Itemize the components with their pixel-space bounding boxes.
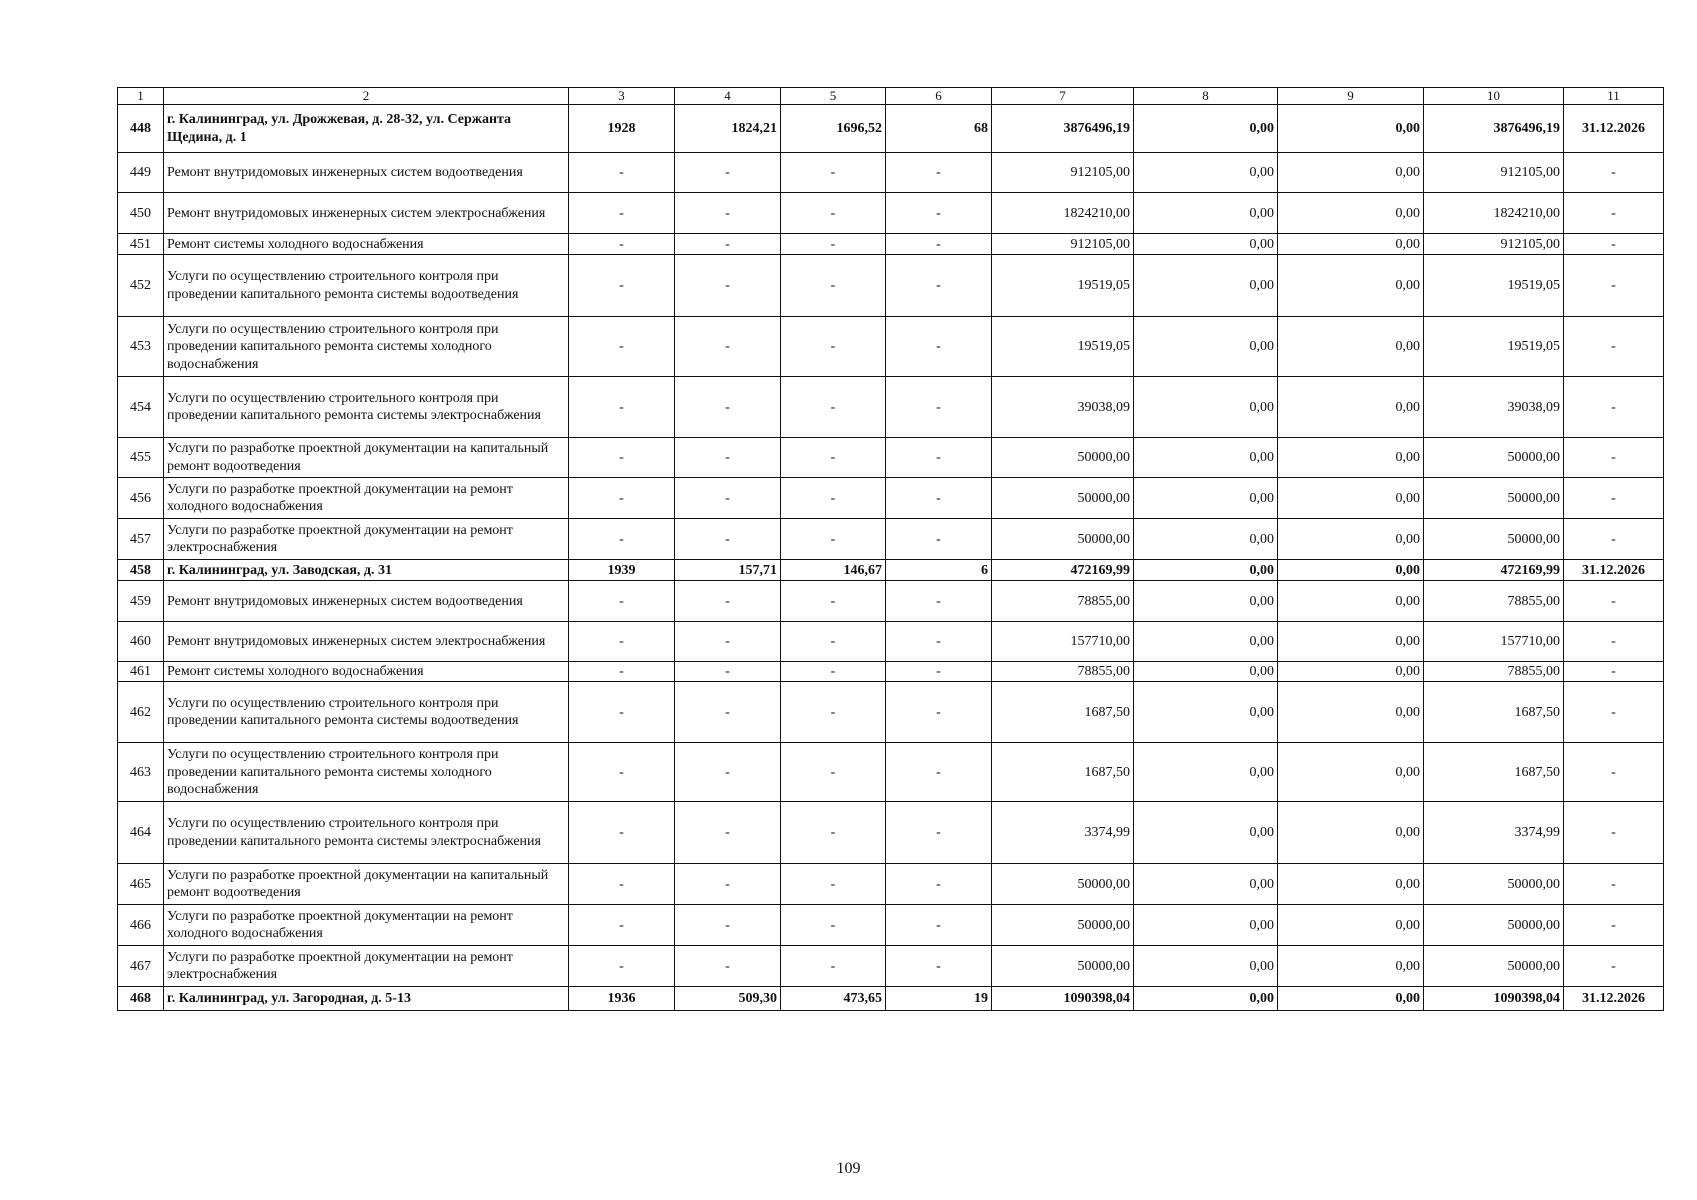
amount-cell-c7: 912105,00 (992, 153, 1134, 193)
work-row (118, 622, 1664, 662)
parameter-cell-c4: - (675, 478, 781, 519)
amount-cell-c8: 0,00 (1134, 864, 1278, 905)
parameter-cell-c3: - (569, 802, 675, 864)
amount-cell-c9: 0,00 (1278, 946, 1424, 987)
parameter-cell-c5: - (781, 234, 886, 255)
parameter-cell-c3: - (569, 743, 675, 802)
parameter-cell-c5: - (781, 438, 886, 478)
parameter-cell-c4: - (675, 255, 781, 317)
amount-cell-c8: 0,00 (1134, 234, 1278, 255)
amount-cell-c8: 0,00 (1134, 622, 1278, 662)
parameter-cell-c4: - (675, 519, 781, 560)
row-number-cell: 456 (118, 478, 164, 519)
work-name-cell: Услуги по осуществлению строительного контроля при проведении капитального ремонта системы холодного водоснабжения (164, 743, 569, 802)
amount-cell-c7: 912105,00 (992, 234, 1134, 255)
parameter-cell-c6: - (886, 581, 992, 622)
parameter-cell-c5: - (781, 377, 886, 438)
parameter-cell-c5: 473,65 (781, 987, 886, 1011)
parameter-cell-c6: - (886, 193, 992, 234)
row-number-cell: 457 (118, 519, 164, 560)
amount-cell-c9: 0,00 (1278, 255, 1424, 317)
parameter-cell-c6: - (886, 234, 992, 255)
parameter-cell-c4: - (675, 317, 781, 377)
completion-date-cell: - (1564, 478, 1664, 519)
amount-cell-c10: 39038,09 (1424, 377, 1564, 438)
amount-cell-c9: 0,00 (1278, 438, 1424, 478)
amount-cell-c10: 19519,05 (1424, 317, 1564, 377)
work-name-cell: Услуги по осуществлению строительного контроля при проведении капитального ремонта системы электроснабжения (164, 377, 569, 438)
amount-cell-c9: 0,00 (1278, 193, 1424, 234)
parameter-cell-c4: - (675, 662, 781, 682)
amount-cell-c10: 912105,00 (1424, 234, 1564, 255)
amount-cell-c10: 1687,50 (1424, 682, 1564, 743)
parameter-cell-c6: - (886, 905, 992, 946)
row-number-cell: 452 (118, 255, 164, 317)
work-name-cell: Услуги по разработке проектной документации на ремонт холодного водоснабжения (164, 905, 569, 946)
row-number-cell: 459 (118, 581, 164, 622)
column-number-cell: 3 (569, 88, 675, 105)
parameter-cell-c5: - (781, 193, 886, 234)
parameter-cell-c5: - (781, 317, 886, 377)
amount-cell-c9: 0,00 (1278, 682, 1424, 743)
row-number-cell: 451 (118, 234, 164, 255)
amount-cell-c8: 0,00 (1134, 662, 1278, 682)
parameter-cell-c3: 1939 (569, 560, 675, 581)
amount-cell-c10: 50000,00 (1424, 946, 1564, 987)
parameter-cell-c4: - (675, 193, 781, 234)
completion-date-cell: - (1564, 153, 1664, 193)
amount-cell-c8: 0,00 (1134, 255, 1278, 317)
completion-date-cell: - (1564, 234, 1664, 255)
work-name-cell: Ремонт внутридомовых инженерных систем водоотведения (164, 581, 569, 622)
parameter-cell-c5: - (781, 905, 886, 946)
amount-cell-c9: 0,00 (1278, 905, 1424, 946)
amount-cell-c9: 0,00 (1278, 153, 1424, 193)
parameter-cell-c3: - (569, 864, 675, 905)
parameter-cell-c5: - (781, 581, 886, 622)
amount-cell-c7: 50000,00 (992, 864, 1134, 905)
parameter-cell-c3: - (569, 193, 675, 234)
parameter-cell-c5: - (781, 864, 886, 905)
address-cell: г. Калининград, ул. Загородная, д. 5-13 (164, 987, 569, 1011)
work-row (118, 153, 1664, 193)
amount-cell-c7: 1687,50 (992, 682, 1134, 743)
amount-cell-c10: 1090398,04 (1424, 987, 1564, 1011)
parameter-cell-c5: - (781, 255, 886, 317)
parameter-cell-c6: 6 (886, 560, 992, 581)
work-row (118, 255, 1664, 317)
work-name-cell: Ремонт внутридомовых инженерных систем электроснабжения (164, 193, 569, 234)
work-row (118, 662, 1664, 682)
amount-cell-c10: 157710,00 (1424, 622, 1564, 662)
amount-cell-c9: 0,00 (1278, 317, 1424, 377)
parameter-cell-c6: - (886, 662, 992, 682)
amount-cell-c8: 0,00 (1134, 581, 1278, 622)
parameter-cell-c3: 1928 (569, 105, 675, 153)
amount-cell-c9: 0,00 (1278, 802, 1424, 864)
parameter-cell-c6: 19 (886, 987, 992, 1011)
amount-cell-c8: 0,00 (1134, 153, 1278, 193)
amount-cell-c7: 1687,50 (992, 743, 1134, 802)
amount-cell-c8: 0,00 (1134, 377, 1278, 438)
work-name-cell: Ремонт внутридомовых инженерных систем электроснабжения (164, 622, 569, 662)
column-number-cell: 4 (675, 88, 781, 105)
completion-date-cell: - (1564, 743, 1664, 802)
work-row (118, 519, 1664, 560)
amount-cell-c7: 78855,00 (992, 662, 1134, 682)
parameter-cell-c5: - (781, 946, 886, 987)
completion-date-cell: - (1564, 438, 1664, 478)
work-name-cell: Услуги по осуществлению строительного контроля при проведении капитального ремонта системы водоотведения (164, 255, 569, 317)
amount-cell-c8: 0,00 (1134, 438, 1278, 478)
work-name-cell: Услуги по разработке проектной документации на капитальный ремонт водоотведения (164, 864, 569, 905)
parameter-cell-c3: - (569, 153, 675, 193)
address-cell: г. Калининград, ул. Дрожжевая, д. 28-32, ул. Сержанта Щедина, д. 1 (164, 105, 569, 153)
parameter-cell-c3: - (569, 519, 675, 560)
row-number-cell: 455 (118, 438, 164, 478)
amount-cell-c8: 0,00 (1134, 905, 1278, 946)
row-number-cell: 464 (118, 802, 164, 864)
amount-cell-c10: 50000,00 (1424, 864, 1564, 905)
row-number-cell: 465 (118, 864, 164, 905)
work-name-cell: Услуги по осуществлению строительного контроля при проведении капитального ремонта системы холодного водоснабжения (164, 317, 569, 377)
row-number-cell: 462 (118, 682, 164, 743)
completion-date-cell: - (1564, 864, 1664, 905)
amount-cell-c7: 50000,00 (992, 438, 1134, 478)
page-number: 109 (836, 1160, 861, 1177)
amount-cell-c7: 1824210,00 (992, 193, 1134, 234)
amount-cell-c10: 472169,99 (1424, 560, 1564, 581)
amount-cell-c10: 1687,50 (1424, 743, 1564, 802)
amount-cell-c9: 0,00 (1278, 743, 1424, 802)
completion-date-cell: - (1564, 193, 1664, 234)
row-number-cell: 466 (118, 905, 164, 946)
amount-cell-c10: 78855,00 (1424, 662, 1564, 682)
work-name-cell: Услуги по разработке проектной документации на ремонт холодного водоснабжения (164, 478, 569, 519)
column-number-cell: 9 (1278, 88, 1424, 105)
amount-cell-c7: 472169,99 (992, 560, 1134, 581)
completion-date-cell: - (1564, 519, 1664, 560)
work-row (118, 377, 1664, 438)
work-row (118, 905, 1664, 946)
work-name-cell: Услуги по разработке проектной документации на ремонт электроснабжения (164, 519, 569, 560)
amount-cell-c7: 50000,00 (992, 905, 1134, 946)
parameter-cell-c5: - (781, 743, 886, 802)
work-row (118, 864, 1664, 905)
parameter-cell-c3: - (569, 581, 675, 622)
amount-cell-c10: 50000,00 (1424, 478, 1564, 519)
work-name-cell: Услуги по разработке проектной документации на ремонт электроснабжения (164, 946, 569, 987)
amount-cell-c9: 0,00 (1278, 560, 1424, 581)
amount-cell-c7: 78855,00 (992, 581, 1134, 622)
parameter-cell-c3: - (569, 905, 675, 946)
row-number-cell: 458 (118, 560, 164, 581)
parameter-cell-c4: - (675, 234, 781, 255)
amount-cell-c10: 19519,05 (1424, 255, 1564, 317)
completion-date-cell: 31.12.2026 (1564, 105, 1664, 153)
amount-cell-c8: 0,00 (1134, 802, 1278, 864)
amount-cell-c7: 3876496,19 (992, 105, 1134, 153)
parameter-cell-c6: - (886, 153, 992, 193)
completion-date-cell: - (1564, 317, 1664, 377)
address-row (118, 560, 1664, 581)
parameter-cell-c6: - (886, 946, 992, 987)
parameter-cell-c3: - (569, 662, 675, 682)
parameter-cell-c6: - (886, 255, 992, 317)
parameter-cell-c3: - (569, 255, 675, 317)
amount-cell-c7: 50000,00 (992, 519, 1134, 560)
amount-cell-c9: 0,00 (1278, 622, 1424, 662)
amount-cell-c9: 0,00 (1278, 662, 1424, 682)
column-number-cell: 1 (118, 88, 164, 105)
parameter-cell-c6: - (886, 519, 992, 560)
parameter-cell-c4: - (675, 622, 781, 662)
parameter-cell-c4: - (675, 946, 781, 987)
amount-cell-c7: 157710,00 (992, 622, 1134, 662)
amount-cell-c8: 0,00 (1134, 193, 1278, 234)
parameter-cell-c4: - (675, 153, 781, 193)
work-row (118, 438, 1664, 478)
amount-cell-c8: 0,00 (1134, 105, 1278, 153)
amount-cell-c7: 1090398,04 (992, 987, 1134, 1011)
parameter-cell-c4: - (675, 864, 781, 905)
parameter-cell-c6: - (886, 682, 992, 743)
parameter-cell-c4: 509,30 (675, 987, 781, 1011)
parameter-cell-c3: - (569, 946, 675, 987)
column-number-cell: 10 (1424, 88, 1564, 105)
address-cell: г. Калининград, ул. Заводская, д. 31 (164, 560, 569, 581)
parameter-cell-c6: - (886, 317, 992, 377)
parameter-cell-c6: - (886, 438, 992, 478)
parameter-cell-c5: - (781, 478, 886, 519)
row-number-cell: 467 (118, 946, 164, 987)
amount-cell-c10: 1824210,00 (1424, 193, 1564, 234)
amount-cell-c8: 0,00 (1134, 519, 1278, 560)
parameter-cell-c3: 1936 (569, 987, 675, 1011)
amount-cell-c8: 0,00 (1134, 987, 1278, 1011)
completion-date-cell: - (1564, 682, 1664, 743)
parameter-cell-c6: - (886, 743, 992, 802)
work-name-cell: Ремонт системы холодного водоснабжения (164, 234, 569, 255)
amount-cell-c8: 0,00 (1134, 946, 1278, 987)
row-number-cell: 461 (118, 662, 164, 682)
parameter-cell-c3: - (569, 682, 675, 743)
parameter-cell-c4: - (675, 438, 781, 478)
work-name-cell: Ремонт системы холодного водоснабжения (164, 662, 569, 682)
column-number-header-row (118, 88, 1664, 105)
work-row (118, 193, 1664, 234)
amount-cell-c7: 19519,05 (992, 255, 1134, 317)
parameter-cell-c3: - (569, 438, 675, 478)
address-row (118, 105, 1664, 153)
amount-cell-c8: 0,00 (1134, 317, 1278, 377)
work-row (118, 478, 1664, 519)
amount-cell-c10: 3374,99 (1424, 802, 1564, 864)
amount-cell-c10: 3876496,19 (1424, 105, 1564, 153)
parameter-cell-c5: - (781, 622, 886, 662)
amount-cell-c9: 0,00 (1278, 105, 1424, 153)
parameter-cell-c4: - (675, 682, 781, 743)
amount-cell-c7: 19519,05 (992, 317, 1134, 377)
amount-cell-c7: 50000,00 (992, 478, 1134, 519)
parameter-cell-c3: - (569, 317, 675, 377)
amount-cell-c8: 0,00 (1134, 743, 1278, 802)
parameter-cell-c6: - (886, 802, 992, 864)
work-row (118, 743, 1664, 802)
row-number-cell: 468 (118, 987, 164, 1011)
amount-cell-c8: 0,00 (1134, 478, 1278, 519)
amount-cell-c9: 0,00 (1278, 234, 1424, 255)
work-row (118, 234, 1664, 255)
work-name-cell: Ремонт внутридомовых инженерных систем водоотведения (164, 153, 569, 193)
amount-cell-c7: 3374,99 (992, 802, 1134, 864)
parameter-cell-c4: - (675, 802, 781, 864)
parameter-cell-c3: - (569, 234, 675, 255)
column-number-cell: 7 (992, 88, 1134, 105)
completion-date-cell: - (1564, 377, 1664, 438)
completion-date-cell: 31.12.2026 (1564, 560, 1664, 581)
parameter-cell-c3: - (569, 478, 675, 519)
completion-date-cell: 31.12.2026 (1564, 987, 1664, 1011)
work-row (118, 946, 1664, 987)
work-name-cell: Услуги по осуществлению строительного контроля при проведении капитального ремонта системы водоотведения (164, 682, 569, 743)
completion-date-cell: - (1564, 581, 1664, 622)
amount-cell-c9: 0,00 (1278, 519, 1424, 560)
parameter-cell-c4: - (675, 905, 781, 946)
row-number-cell: 454 (118, 377, 164, 438)
parameter-cell-c5: 1696,52 (781, 105, 886, 153)
amount-cell-c7: 50000,00 (992, 946, 1134, 987)
amount-cell-c8: 0,00 (1134, 560, 1278, 581)
parameter-cell-c4: - (675, 377, 781, 438)
row-number-cell: 460 (118, 622, 164, 662)
parameter-cell-c5: - (781, 662, 886, 682)
parameter-cell-c6: - (886, 478, 992, 519)
parameter-cell-c5: - (781, 519, 886, 560)
amount-cell-c10: 50000,00 (1424, 438, 1564, 478)
row-number-cell: 450 (118, 193, 164, 234)
column-number-cell: 11 (1564, 88, 1664, 105)
column-number-cell: 8 (1134, 88, 1278, 105)
parameter-cell-c5: - (781, 802, 886, 864)
parameter-cell-c6: - (886, 377, 992, 438)
parameter-cell-c6: 68 (886, 105, 992, 153)
column-number-cell: 5 (781, 88, 886, 105)
parameter-cell-c3: - (569, 377, 675, 438)
amount-cell-c9: 0,00 (1278, 377, 1424, 438)
parameter-cell-c4: 1824,21 (675, 105, 781, 153)
parameter-cell-c5: - (781, 153, 886, 193)
completion-date-cell: - (1564, 662, 1664, 682)
row-number-cell: 463 (118, 743, 164, 802)
work-row (118, 317, 1664, 377)
amount-cell-c10: 50000,00 (1424, 519, 1564, 560)
parameter-cell-c4: - (675, 581, 781, 622)
address-row (118, 987, 1664, 1011)
work-name-cell: Услуги по разработке проектной документации на капитальный ремонт водоотведения (164, 438, 569, 478)
amount-cell-c8: 0,00 (1134, 682, 1278, 743)
row-number-cell: 453 (118, 317, 164, 377)
parameter-cell-c3: - (569, 622, 675, 662)
amount-cell-c9: 0,00 (1278, 987, 1424, 1011)
capital-repair-table (117, 87, 1664, 1011)
amount-cell-c9: 0,00 (1278, 864, 1424, 905)
work-row (118, 802, 1664, 864)
parameter-cell-c5: - (781, 682, 886, 743)
parameter-cell-c6: - (886, 622, 992, 662)
amount-cell-c9: 0,00 (1278, 581, 1424, 622)
row-number-cell: 448 (118, 105, 164, 153)
amount-cell-c10: 912105,00 (1424, 153, 1564, 193)
completion-date-cell: - (1564, 255, 1664, 317)
work-row (118, 682, 1664, 743)
parameter-cell-c6: - (886, 864, 992, 905)
parameter-cell-c4: 157,71 (675, 560, 781, 581)
column-number-cell: 6 (886, 88, 992, 105)
amount-cell-c10: 78855,00 (1424, 581, 1564, 622)
completion-date-cell: - (1564, 622, 1664, 662)
completion-date-cell: - (1564, 905, 1664, 946)
row-number-cell: 449 (118, 153, 164, 193)
column-number-cell: 2 (164, 88, 569, 105)
completion-date-cell: - (1564, 946, 1664, 987)
work-name-cell: Услуги по осуществлению строительного контроля при проведении капитального ремонта системы электроснабжения (164, 802, 569, 864)
amount-cell-c7: 39038,09 (992, 377, 1134, 438)
completion-date-cell: - (1564, 802, 1664, 864)
work-row (118, 581, 1664, 622)
amount-cell-c9: 0,00 (1278, 478, 1424, 519)
parameter-cell-c5: 146,67 (781, 560, 886, 581)
parameter-cell-c4: - (675, 743, 781, 802)
amount-cell-c10: 50000,00 (1424, 905, 1564, 946)
